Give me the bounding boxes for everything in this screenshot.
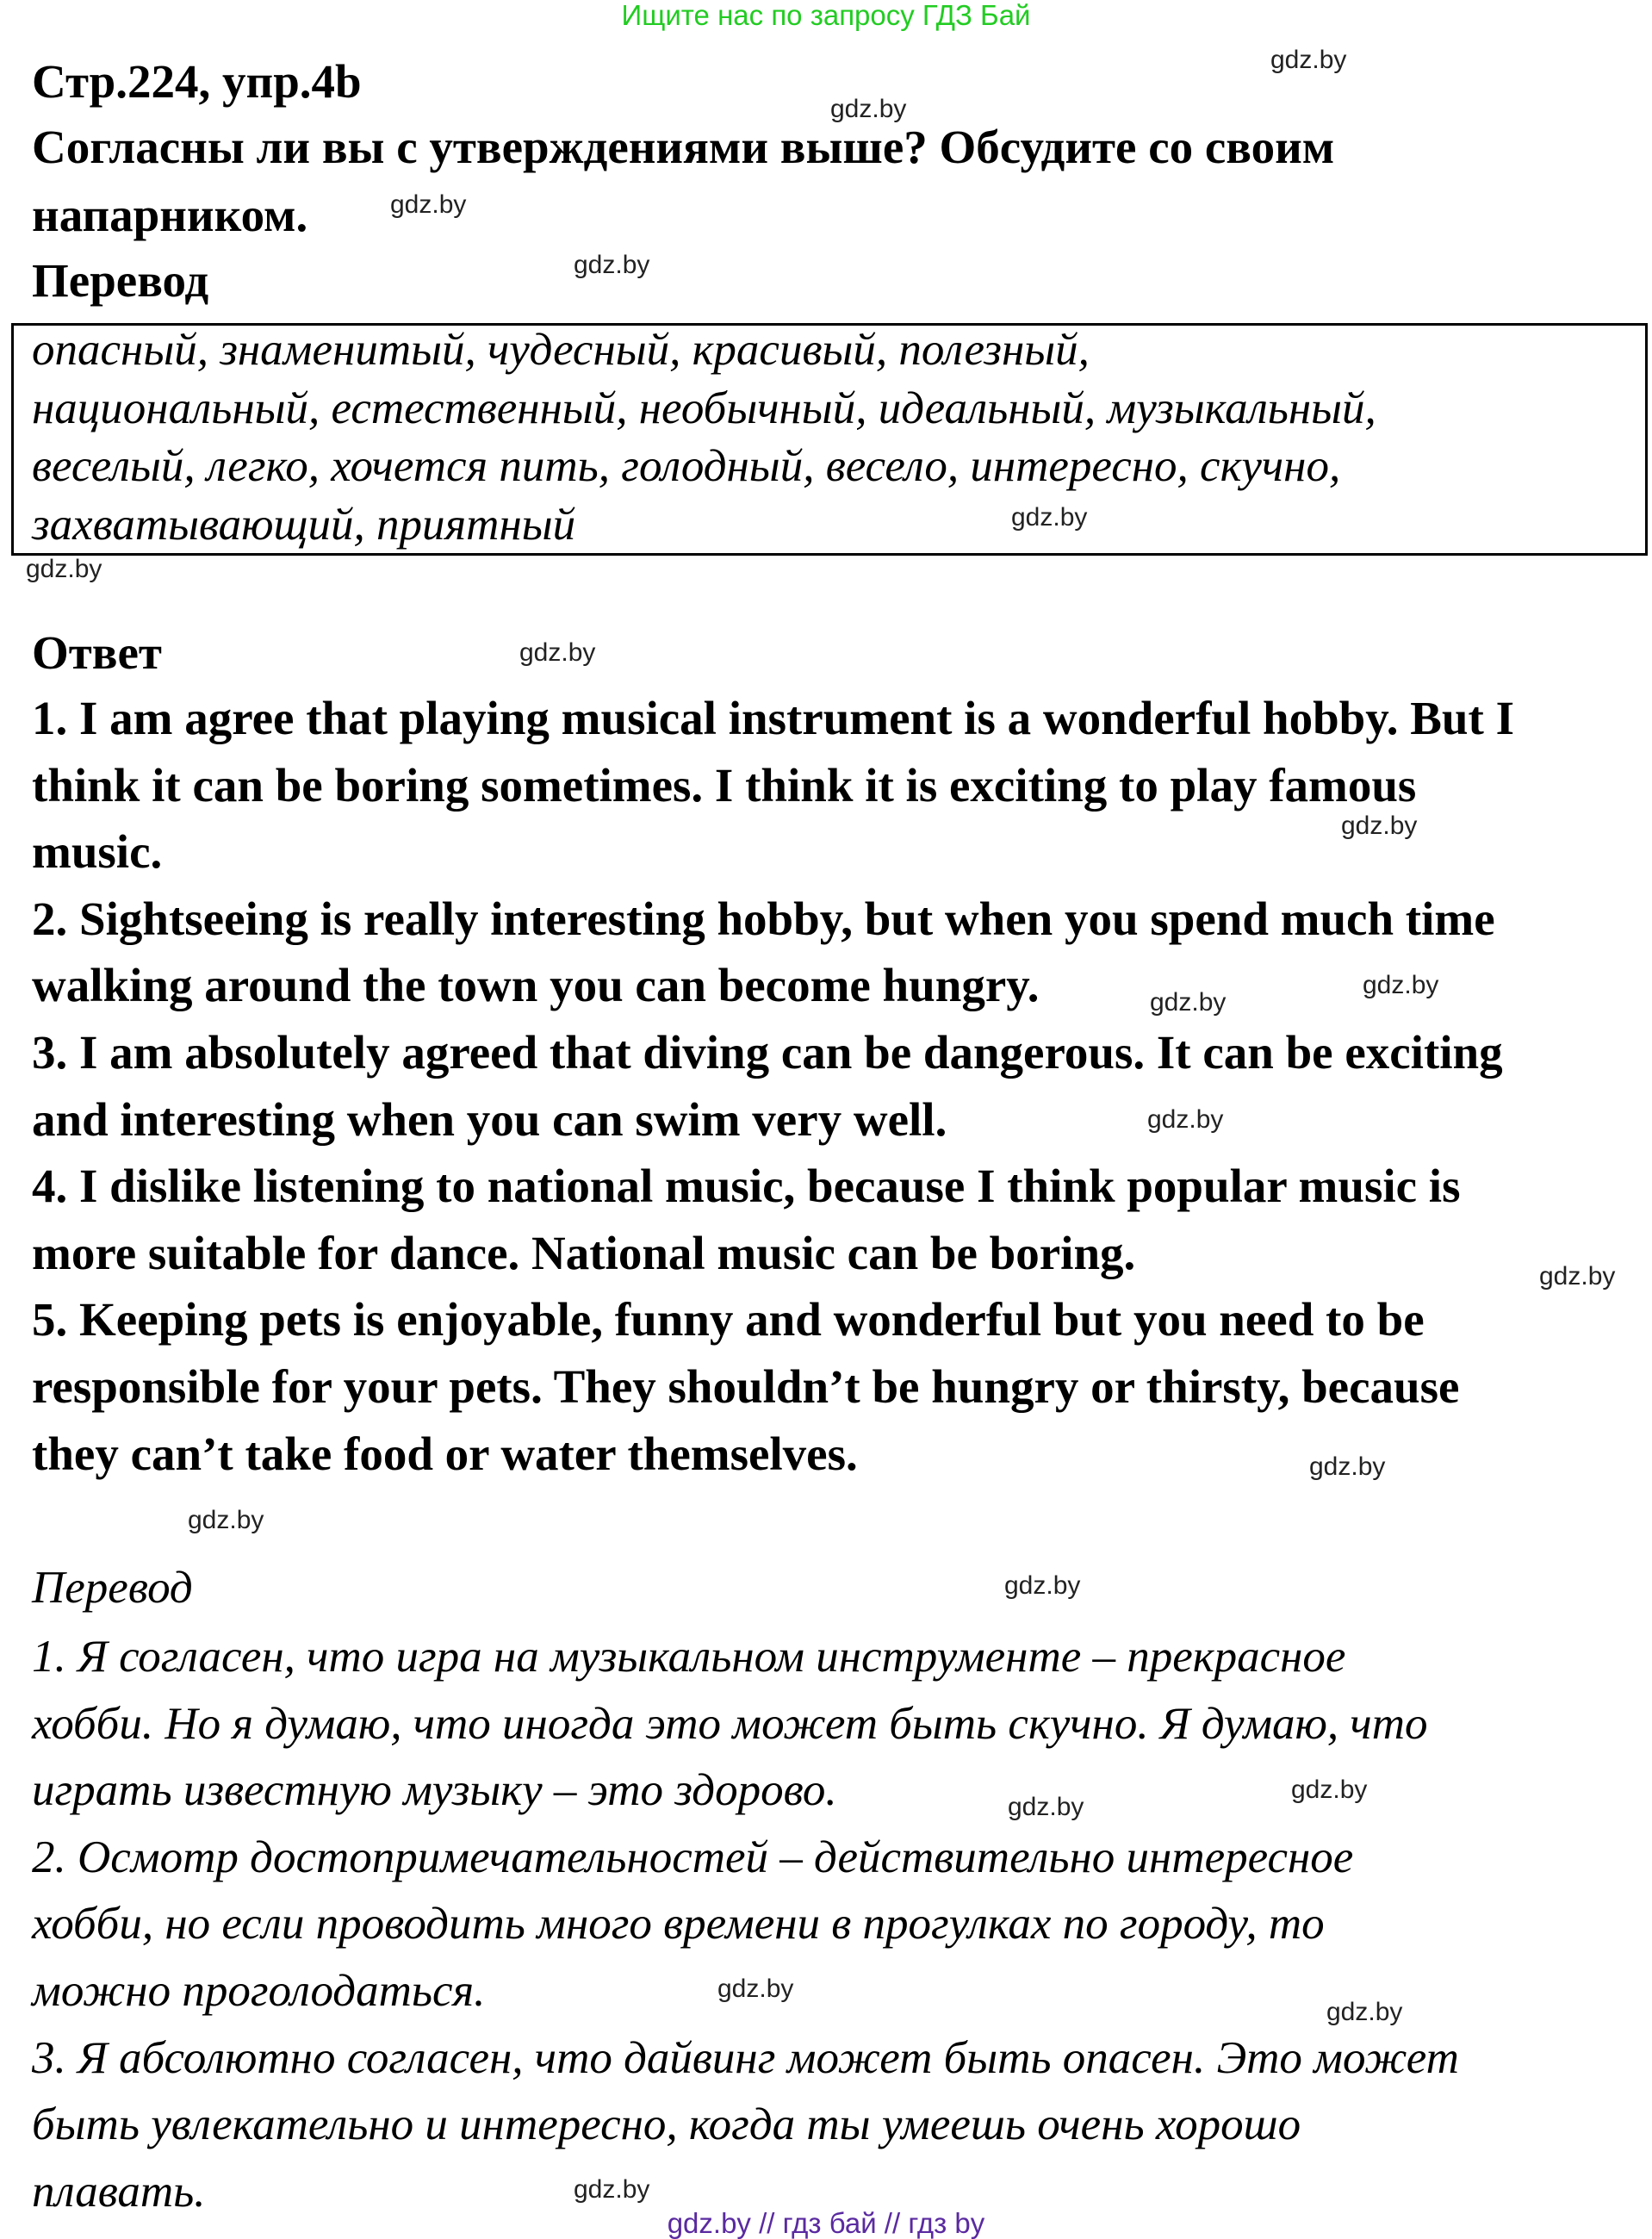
watermark: gdz.by — [26, 555, 102, 583]
answer-line: responsible for your pets. They shouldn’t be hungry or thirsty, because — [32, 1360, 1460, 1413]
answer-translation-line: 1. Я согласен, что игра на музыкальном инструменте – прекрасное — [32, 1632, 1346, 1682]
answer-line: 1. I am agree that playing musical instrument is a wonderful hobby. But I — [32, 692, 1514, 744]
watermark: gdz.by — [1147, 1105, 1224, 1134]
watermark: gdz.by — [390, 190, 467, 219]
word-box-line: национальный, естественный, необычный, идеальный, музыкальный, — [32, 383, 1376, 433]
answer-line: think it can be boring sometimes. I think it is exciting to play famous — [32, 759, 1417, 812]
answer-translation-line: можно проголодаться. — [32, 1966, 486, 2016]
watermark: gdz.by — [574, 2175, 650, 2204]
watermark: gdz.by — [1326, 1998, 1403, 2026]
watermark: gdz.by — [1539, 1262, 1616, 1291]
translation-heading: Перевод — [32, 254, 209, 307]
watermark: gdz.by — [1011, 503, 1088, 532]
answer-line: 5. Keeping pets is enjoyable, funny and wonderful but you need to be — [32, 1293, 1425, 1346]
watermark: gdz.by — [717, 1975, 794, 2003]
answer-translation-line: быть увлекательно и интересно, когда ты умеешь очень хорошо — [32, 2099, 1301, 2149]
answer-line: walking around the town you can become hungry. — [32, 959, 1040, 1011]
answer-line: they can’t take food or water themselves. — [32, 1427, 858, 1480]
watermark: gdz.by — [830, 95, 907, 123]
answer-line: music. — [32, 825, 163, 878]
answer-line: and interesting when you can swim very well. — [32, 1093, 947, 1146]
word-box-line: опасный, знаменитый, чудесный, красивый, полезный, — [32, 325, 1090, 375]
footer-links[interactable]: gdz.by // гдз бай // гдз by — [667, 2207, 985, 2239]
word-box-line: веселый, легко, хочется пить, голодный, весело, интересно, скучно, — [32, 441, 1341, 491]
answer-line: 4. I dislike listening to national music, because I think popular music is — [32, 1160, 1461, 1212]
word-box-line: захватывающий, приятный — [32, 500, 576, 550]
watermark: gdz.by — [519, 638, 596, 667]
task-line: напарником. — [32, 189, 308, 241]
exercise-heading: Стр.224, упр.4b — [32, 55, 362, 108]
answer-translation-line: плавать. — [32, 2167, 206, 2217]
watermark: gdz.by — [1309, 1452, 1386, 1481]
watermark: gdz.by — [1008, 1793, 1084, 1821]
answer-translation-line: 2. Осмотр достопримечательностей – действительно интересное — [32, 1832, 1354, 1882]
watermark: gdz.by — [1363, 971, 1439, 999]
watermark: gdz.by — [1291, 1776, 1368, 1804]
answer-heading: Ответ — [32, 626, 162, 679]
answer-translation-line: играть известную музыку – это здорово. — [32, 1765, 837, 1815]
watermark: gdz.by — [188, 1506, 264, 1534]
answer-line: more suitable for dance. National music can be boring. — [32, 1227, 1136, 1279]
answer-line: 3. I am absolutely agreed that diving can be dangerous. It can be exciting — [32, 1026, 1503, 1079]
watermark: gdz.by — [1150, 988, 1227, 1017]
answer-translation-heading: Перевод — [32, 1563, 193, 1613]
watermark: gdz.by — [1004, 1571, 1081, 1600]
answer-translation-line: хобби, но если проводить много времени в прогулках по городу, то — [32, 1899, 1325, 1949]
watermark: gdz.by — [1270, 46, 1347, 74]
task-line: Согласны ли вы с утверждениями выше? Обсудите со своим — [32, 121, 1335, 173]
search-banner[interactable]: Ищите нас по запросу ГДЗ Бай — [621, 0, 1031, 31]
answer-translation-line: хобби. Но я думаю, что иногда это может быть скучно. Я думаю, что — [32, 1699, 1428, 1749]
watermark: gdz.by — [1341, 812, 1418, 840]
answer-translation-line: 3. Я абсолютно согласен, что дайвинг может быть опасен. Это может — [32, 2033, 1459, 2083]
answer-line: 2. Sightseeing is really interesting hobby, but when you spend much time — [32, 892, 1495, 945]
watermark: gdz.by — [574, 251, 650, 279]
